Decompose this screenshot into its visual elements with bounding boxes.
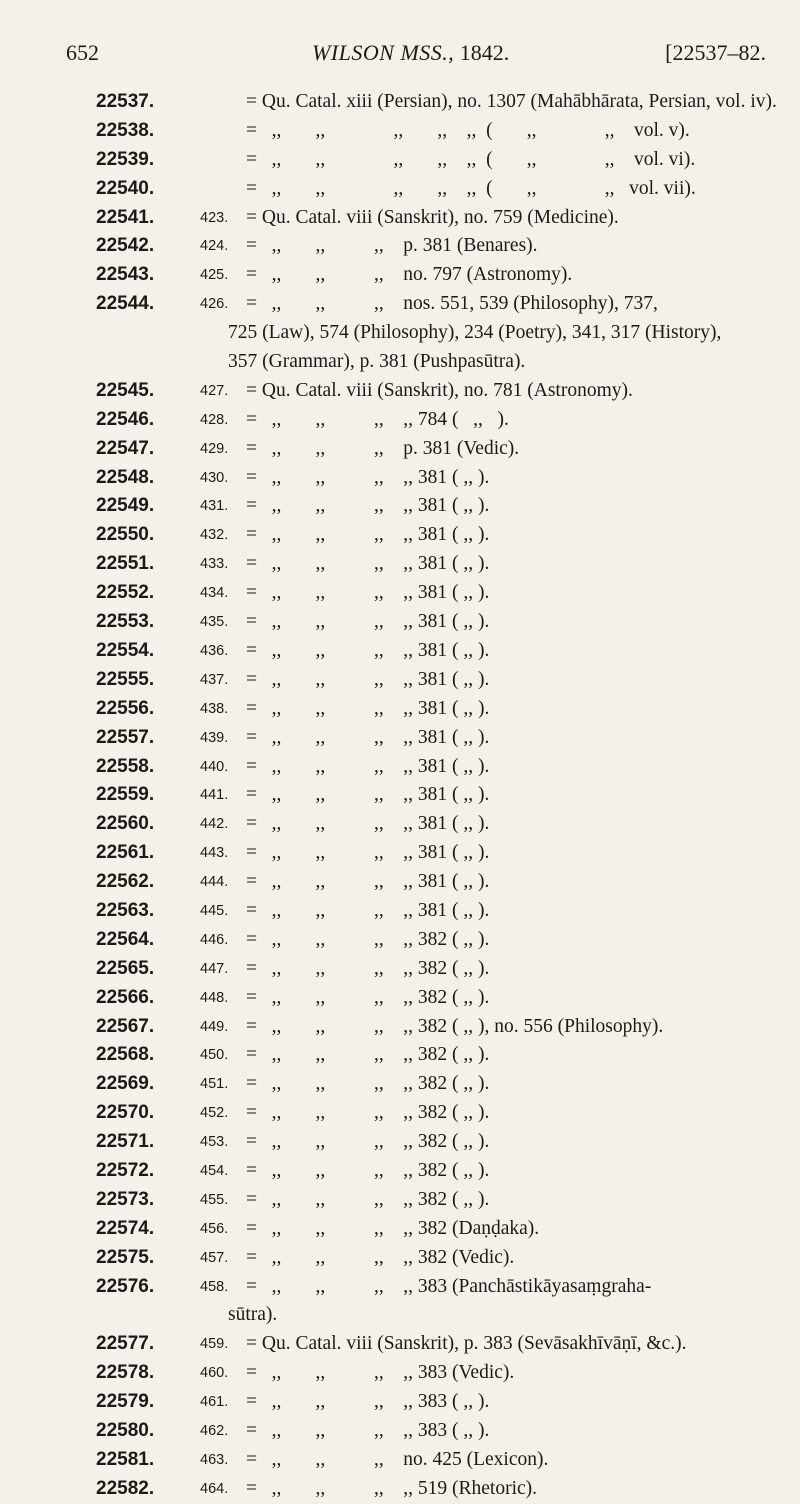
entry-number: 22581. [96, 1448, 155, 1470]
catalogue-entry [96, 1446, 796, 1475]
catalogue-number: 457. [200, 1249, 229, 1266]
entry-number: 22546. [96, 408, 155, 430]
catalogue-entry [96, 175, 796, 204]
catalogue-entry [96, 666, 796, 695]
entry-description: = ,, ,, ,, no. 797 (Astronomy). [246, 264, 573, 286]
catalogue-number: 462. [200, 1423, 229, 1439]
catalogue-entry [96, 753, 796, 782]
entry-description-continuation: sūtra). [228, 1304, 278, 1326]
entry-description: = ,, ,, ,, ,, 382 ( ,, ). [246, 1188, 490, 1210]
entry-description: = ,, ,, ,, no. 425 (Lexicon). [246, 1448, 549, 1470]
entry-description: = ,, ,, ,, p. 381 (Vedic). [246, 437, 520, 459]
catalogue-number: 427. [200, 382, 229, 399]
catalogue-entry [96, 1128, 796, 1157]
entry-number: 22557. [96, 726, 155, 748]
entry-description: = ,, ,, ,, ,, ,, ( ,, ,, vol. vi). [246, 148, 696, 170]
entry-description: = Qu. Catal. viii (Sanskrit), no. 781 (Astronomy). [246, 379, 633, 401]
entry-number: 22582. [96, 1477, 155, 1499]
catalogue-number: 432. [200, 527, 229, 544]
entry-description: = ,, ,, ,, ,, 381 ( ,, ). [246, 582, 490, 604]
entry-description: = ,, ,, ,, ,, 381 ( ,, ). [246, 784, 490, 806]
catalogue-entry [96, 1359, 796, 1388]
catalogue-number: 449. [200, 1018, 229, 1035]
entry-description: = ,, ,, ,, ,, 382 (Daṇḍaka). [246, 1217, 540, 1239]
catalogue-number: 464. [200, 1480, 229, 1497]
entry-description: = ,, ,, ,, ,, 519 (Rhetoric). [246, 1477, 538, 1499]
catalogue-entry [96, 261, 796, 290]
entry-description: = ,, ,, ,, ,, 382 ( ,, ). [246, 1044, 490, 1066]
entry-number: 22568. [96, 1044, 155, 1066]
catalogue-entry [96, 1417, 796, 1446]
entry-number: 22580. [96, 1420, 155, 1441]
entry-number: 22572. [96, 1159, 155, 1181]
catalogue-number: 459. [200, 1336, 229, 1353]
catalogue-entry [96, 406, 796, 435]
entry-description: = ,, ,, ,, ,, 383 ( ,, ). [246, 1391, 490, 1413]
entry-number: 22574. [96, 1217, 155, 1239]
entry-number: 22564. [96, 928, 155, 950]
catalogue-number: 430. [200, 469, 229, 486]
entry-number: 22570. [96, 1102, 155, 1124]
catalogue-entry [96, 1215, 796, 1244]
catalogue-number: 431. [200, 498, 229, 515]
entry-description: = ,, ,, ,, ,, 381 ( ,, ). [246, 611, 490, 633]
catalogue-number: 440. [200, 758, 229, 775]
entry-description: = Qu. Catal. viii (Sanskrit), p. 383 (Sevāsakhīvāṇī, &c.). [246, 1333, 687, 1355]
catalogue-entry [96, 1099, 796, 1128]
catalogue-number: 433. [200, 556, 229, 573]
entry-description: = ,, ,, ,, ,, ,, ( ,, ,, vol. v). [246, 119, 690, 141]
entry-number: 22550. [96, 524, 155, 546]
catalogue-number: 460. [200, 1365, 229, 1382]
catalogue-entry [96, 232, 796, 261]
page-header [66, 40, 766, 76]
running-title-main: WILSON MSS., [312, 40, 455, 65]
entry-number: 22537. [96, 91, 155, 112]
catalogue-number: 439. [200, 729, 229, 746]
catalogue-entry [96, 435, 796, 464]
entry-description: = ,, ,, ,, ,, 383 ( ,, ). [246, 1420, 490, 1441]
entry-description: = ,, ,, ,, ,, 381 ( ,, ). [246, 871, 490, 893]
entry-number: 22558. [96, 755, 155, 777]
entry-number: 22556. [96, 697, 155, 719]
entry-description: = ,, ,, ,, nos. 551, 539 (Philosophy), 737, [246, 293, 658, 315]
entry-number: 22539. [96, 148, 155, 170]
entry-description-continuation: 357 (Grammar), p. 381 (Pushpasūtra). [228, 351, 526, 373]
catalogue-entry [96, 637, 796, 666]
entry-description: = ,, ,, ,, ,, 382 ( ,, ). [246, 928, 490, 950]
entry-number: 22578. [96, 1362, 155, 1384]
entry-number: 22553. [96, 611, 155, 633]
entry-description: = ,, ,, ,, ,, 382 ( ,, ). [246, 986, 490, 1008]
entry-number: 22542. [96, 235, 155, 257]
catalogue-entry [96, 117, 796, 146]
catalogue-entry [96, 1475, 796, 1504]
entry-number: 22559. [96, 784, 155, 806]
entry-number: 22575. [96, 1246, 155, 1268]
catalogue-number: 447. [200, 960, 229, 977]
catalogue-entry [96, 839, 796, 868]
catalogue-number: 452. [200, 1105, 229, 1122]
entry-description: = ,, ,, ,, ,, 383 (Panchāstikāyasaṃgraha- [246, 1275, 652, 1297]
catalogue-entry [96, 1244, 796, 1273]
entry-number: 22547. [96, 437, 155, 459]
entry-description: = ,, ,, ,, ,, 383 (Vedic). [246, 1362, 515, 1384]
entry-description-continuation: 725 (Law), 574 (Philosophy), 234 (Poetry), 341, 317 (History), [228, 322, 722, 344]
catalogue-entry [96, 146, 796, 175]
entry-description: = ,, ,, ,, ,, 381 ( ,, ). [246, 842, 490, 864]
catalogue-entry [96, 695, 796, 724]
catalogue-number: 458. [200, 1278, 229, 1295]
catalogue-number: 454. [200, 1162, 229, 1179]
entry-description: = ,, ,, ,, ,, ,, ( ,, ,, vol. vii). [246, 177, 696, 199]
catalogue-entry [96, 1041, 796, 1070]
page-number: 652 [66, 40, 99, 65]
entry-number: 22566. [96, 986, 155, 1008]
entry-description: = ,, ,, ,, ,, 381 ( ,, ). [246, 755, 490, 777]
catalogue-entry [96, 1013, 796, 1042]
catalogue-number: 455. [200, 1191, 229, 1208]
page-range: [22537–82. [665, 40, 766, 65]
catalogue-entry [96, 868, 796, 897]
catalogue-number: 450. [200, 1047, 229, 1064]
entry-description: = ,, ,, ,, ,, 381 ( ,, ). [246, 524, 490, 546]
entry-description: = ,, ,, ,, ,, 381 ( ,, ). [246, 495, 490, 517]
entry-description: = ,, ,, ,, ,, 382 ( ,, ), no. 556 (Philosophy). [246, 1015, 664, 1037]
entry-description: = ,, ,, ,, ,, 381 ( ,, ). [246, 899, 490, 921]
entry-number: 22552. [96, 582, 155, 604]
catalogue-number: 442. [200, 816, 229, 833]
entry-description: = Qu. Catal. viii (Sanskrit), no. 759 (Medicine). [246, 206, 619, 228]
catalogue-entry [96, 88, 796, 117]
entry-description: = Qu. Catal. xiii (Persian), no. 1307 (Mahābhārata, Persian, vol. iv). [246, 91, 777, 112]
entry-number: 22579. [96, 1391, 155, 1413]
catalogue-number: 445. [200, 902, 229, 919]
catalogue-number: 441. [200, 787, 229, 804]
catalogue-entry [96, 1157, 796, 1186]
entry-description: = ,, ,, ,, ,, 381 ( ,, ). [246, 813, 490, 835]
catalogue-number: 438. [200, 700, 229, 717]
catalogue-entry [96, 1388, 796, 1417]
catalogue-entry [96, 1273, 796, 1331]
catalogue-number: 456. [200, 1220, 229, 1237]
entry-number: 22561. [96, 842, 155, 864]
catalogue-entry [96, 550, 796, 579]
catalogue-entry [96, 1186, 796, 1215]
entry-description: = ,, ,, ,, ,, 382 ( ,, ). [246, 1159, 490, 1181]
entry-number: 22571. [96, 1131, 155, 1153]
catalogue-number: 437. [200, 671, 229, 688]
entry-number: 22565. [96, 957, 155, 979]
entry-description: = ,, ,, ,, ,, 382 ( ,, ). [246, 957, 490, 979]
catalogue-entries [96, 88, 796, 1504]
entry-number: 22562. [96, 871, 155, 893]
entry-description: = ,, ,, ,, ,, 381 ( ,, ). [246, 639, 490, 661]
catalogue-number: 436. [200, 642, 229, 659]
catalogue-number: 425. [200, 267, 229, 284]
entry-number: 22545. [96, 379, 155, 401]
entry-description: = ,, ,, ,, ,, 381 ( ,, ). [246, 553, 490, 575]
catalogue-number: 453. [200, 1134, 229, 1151]
catalogue-entry [96, 464, 796, 493]
entry-number: 22538. [96, 119, 155, 141]
running-title-year: 1842. [454, 40, 510, 65]
catalogue-number: 426. [200, 296, 229, 313]
catalogue-number: 435. [200, 614, 229, 631]
entry-description: = ,, ,, ,, ,, 382 (Vedic). [246, 1246, 515, 1268]
catalogue-entry [96, 579, 796, 608]
catalogue-number: 429. [200, 440, 229, 457]
catalogue-entry [96, 204, 796, 233]
entry-number: 22548. [96, 466, 155, 488]
catalogue-number: 444. [200, 874, 229, 891]
catalogue-entry [96, 810, 796, 839]
catalogue-entry [96, 290, 796, 377]
entry-number: 22577. [96, 1333, 155, 1355]
entry-number: 22551. [96, 553, 155, 575]
entry-description: = ,, ,, ,, ,, 381 ( ,, ). [246, 668, 490, 690]
catalogue-entry [96, 1330, 796, 1359]
entry-number: 22544. [96, 293, 155, 315]
entry-description: = ,, ,, ,, ,, 382 ( ,, ). [246, 1073, 490, 1095]
catalogue-entry [96, 984, 796, 1013]
catalogue-entry [96, 724, 796, 753]
entry-number: 22555. [96, 668, 155, 690]
running-title [312, 40, 509, 66]
entry-number: 22567. [96, 1015, 155, 1037]
entry-number: 22569. [96, 1073, 155, 1095]
catalogue-number: 451. [200, 1076, 229, 1093]
entry-description: = ,, ,, ,, p. 381 (Benares). [246, 235, 538, 257]
entry-number: 22549. [96, 495, 155, 517]
entry-description: = ,, ,, ,, ,, 382 ( ,, ). [246, 1102, 490, 1124]
entry-description: = ,, ,, ,, ,, 381 ( ,, ). [246, 697, 490, 719]
entry-description: = ,, ,, ,, ,, 784 ( ,, ). [246, 408, 509, 430]
entry-number: 22540. [96, 177, 155, 199]
entry-description: = ,, ,, ,, ,, 382 ( ,, ). [246, 1131, 490, 1153]
catalogue-entry [96, 377, 796, 406]
catalogue-number: 443. [200, 845, 229, 862]
catalogue-number: 461. [200, 1394, 229, 1411]
catalogue-number: 434. [200, 585, 229, 602]
entry-number: 22563. [96, 899, 155, 921]
catalogue-entry [96, 1070, 796, 1099]
entry-number: 22554. [96, 639, 155, 661]
entry-description: = ,, ,, ,, ,, 381 ( ,, ). [246, 466, 490, 488]
catalogue-entry [96, 521, 796, 550]
catalogue-number: 463. [200, 1451, 229, 1468]
catalogue-entry [96, 781, 796, 810]
catalogue-number: 448. [200, 989, 229, 1006]
catalogue-number: 446. [200, 931, 229, 948]
catalogue-entry [96, 897, 796, 926]
entry-number: 22543. [96, 264, 155, 286]
entry-number: 22541. [96, 206, 155, 228]
entry-description: = ,, ,, ,, ,, 381 ( ,, ). [246, 726, 490, 748]
entry-number: 22576. [96, 1275, 155, 1297]
catalogue-number: 424. [200, 238, 229, 255]
entry-number: 22560. [96, 813, 155, 835]
entry-number: 22573. [96, 1188, 155, 1210]
catalogue-number: 423. [200, 209, 229, 226]
catalogue-entry [96, 955, 796, 984]
catalogue-number: 428. [200, 411, 229, 428]
catalogue-entry [96, 608, 796, 637]
catalogue-entry [96, 492, 796, 521]
catalogue-entry [96, 926, 796, 955]
